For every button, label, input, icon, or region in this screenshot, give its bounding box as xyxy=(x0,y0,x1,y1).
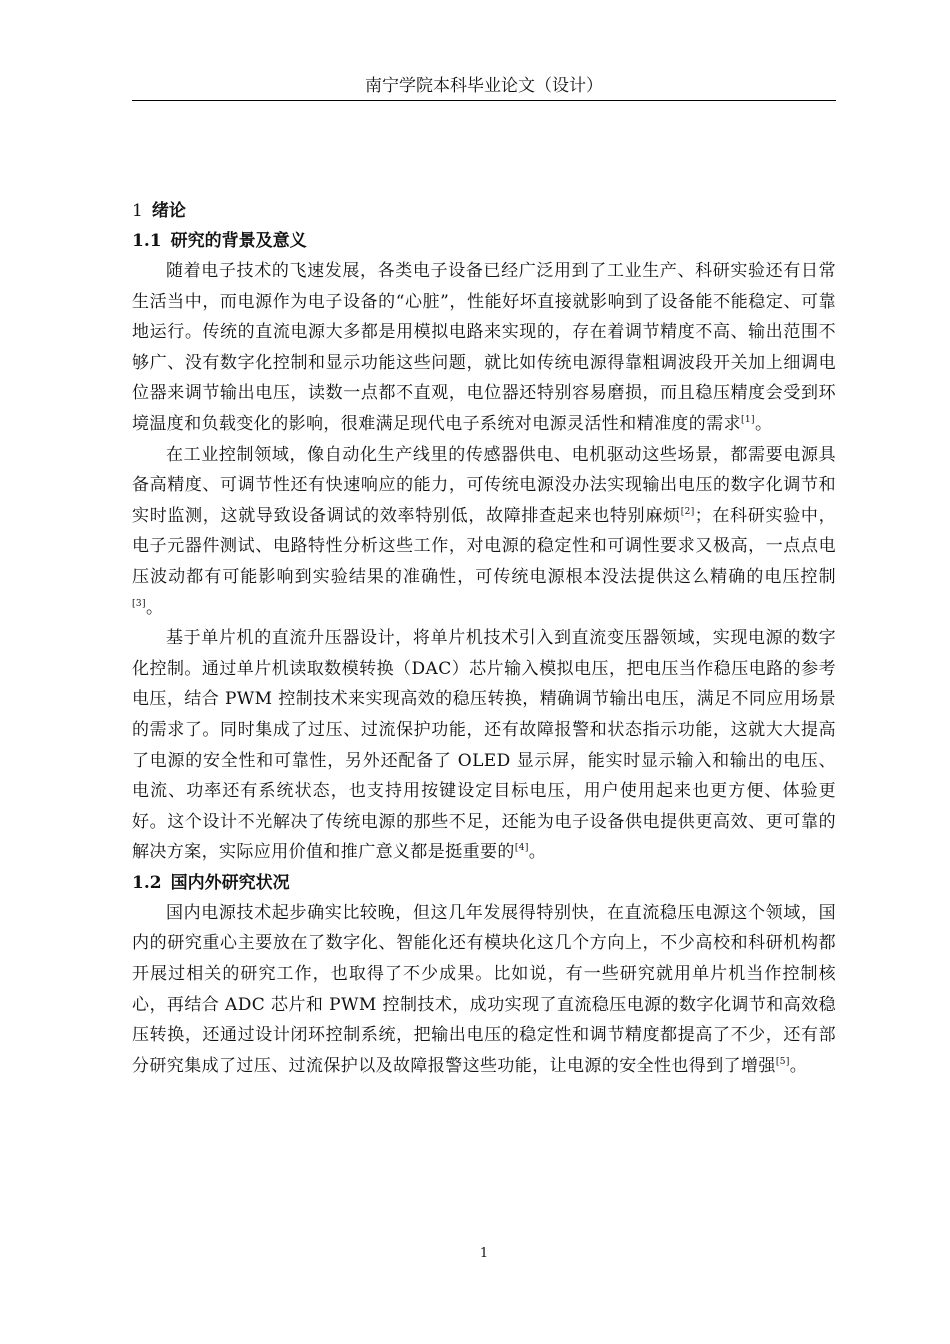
paragraph-tail: 。 xyxy=(754,413,773,434)
paragraph-tail: 。 xyxy=(528,842,547,863)
paragraph-text: 随着电子技术的飞速发展，各类电子设备已经广泛用到了工业生产、科研实验还有日常生活当中，而电源作为电子设备的“心脏”，性能好坏直接就影响到了设备能不能稳定、可靠地运行。传统的直流电源大多都是用模拟电路来实现的，存在着调节精度不高、输出范围不够广、没有数字化控制和显示功能这些问题，就比如传统电源得靠粗调波段开关加上细调电位器来调节输出电压，读数一点都不直观，电位器还特别容易磨损，而且稳压精度会受到环境温度和负载变化的影响，很难满足现代电子系统对电源灵活性和精准度的需求 xyxy=(132,261,836,434)
section-number: 1.2 xyxy=(132,872,162,893)
paragraph-text: 基于单片机的直流升压器设计，将单片机技术引入到直流变压器领域，实现电源的数字化控制。通过单片机读取数模转换（DAC）芯片输入模拟电压，把电压当作稳压电路的参考电压，结合 PWM 控制技术来实现高效的稳压转换，精确调节输出电压，满足不同应用场景的需求了。同时集成了过压、过流保护功能，还有故障报警和状态指示功能，这就大大提高了电源的安全性和可靠性，另外还配备了 OLED 显示屏，能实时显示输入和输出的电压、电流、功率还有系统状态，也支持用按键设定目标电压，用户使用起来也更方便、体验更好。这个设计不光解决了传统电源的那些不足，还能为电子设备供电提供更高效、更可靠的解决方案，实际应用价值和推广意义都是挺重要的 xyxy=(132,628,836,863)
header-rule xyxy=(132,100,836,101)
chapter-title: 绪论 xyxy=(151,201,186,221)
paragraph-text: 在工业控制领域，像自动化生产线里的传感器供电、电机驱动这些场景，都需要电源具备高精度、可调节性还有快速响应的能力，可传统电源没办法实现输出电压的数字化调节和实时监测，这就导致设备调试的效率特别低，故障排查起来也特别麻烦 xyxy=(132,444,836,526)
paragraph-text: 国内电源技术起步确实比较晚，但这几年发展得特别快，在直流稳压电源这个领域，国内的研究重心主要放在了数字化、智能化还有模块化这几个方向上，不少高校和科研机构都开展过相关的研究工作，也取得了不少成果。比如说，有一些研究就用单片机当作控制核心，再结合 ADC 芯片和 PWM 控制技术，成功实现了直流稳压电源的数字化调节和高效稳压转换，还通过设计闭环控制系统，把输出电压的稳定性和调节精度都提高了不少，还有部分研究集成了过压、过流保护以及故障报警这些功能，让电源的安全性也得到了增强 xyxy=(132,902,836,1076)
section-heading-1-2 xyxy=(132,868,836,898)
page-number: 1 xyxy=(479,1246,489,1261)
section-heading-1-1 xyxy=(132,226,836,256)
chapter-number: 1 xyxy=(132,201,143,221)
section-number: 1.1 xyxy=(132,231,162,251)
paragraph xyxy=(132,256,836,440)
paragraph xyxy=(132,623,836,868)
paragraph-tail: 。 xyxy=(145,597,164,618)
citation: [5] xyxy=(775,1056,790,1067)
citation: [2] xyxy=(680,506,695,517)
paragraph xyxy=(132,440,836,624)
citation: [3] xyxy=(132,598,146,609)
section-title: 研究的背景及意义 xyxy=(170,231,307,251)
document-body xyxy=(132,196,836,1081)
page-header: 南宁学院本科毕业论文（设计） xyxy=(365,76,603,96)
chapter-heading xyxy=(132,196,836,226)
paragraph-tail: 。 xyxy=(789,1055,808,1076)
citation: [4] xyxy=(514,843,529,854)
paragraph xyxy=(132,898,836,1082)
paragraph-text: ；在科研实验中，电子元器件测试、电路特性分析这些工作，对电源的稳定性和可调性要求又极高，一点点电压波动都有可能影响到实验结果的准确性，可传统电源根本没法提供这么精确的电压控制 xyxy=(132,505,836,587)
citation: [1] xyxy=(741,414,755,425)
section-title: 国内外研究状况 xyxy=(170,872,290,893)
